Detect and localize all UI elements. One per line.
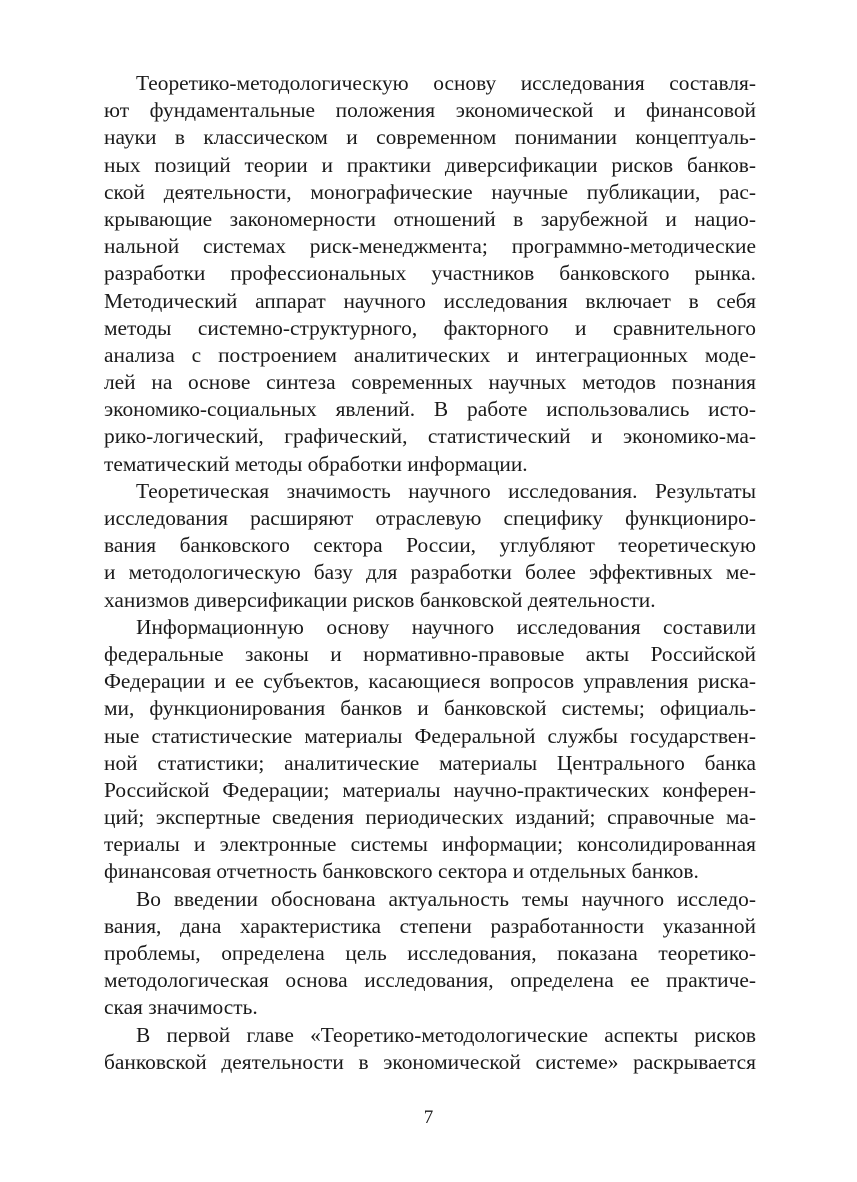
- paragraph: [104, 478, 756, 614]
- text-line: науки в классическом и современном понимании концептуаль-: [104, 125, 756, 150]
- paragraph: [104, 614, 756, 886]
- text-line: вания банковского сектора России, углубляют теоретическую: [104, 533, 756, 558]
- text-line: Российской Федерации; материалы научно-практических конферен-: [104, 777, 756, 802]
- text-line: разработки профессиональных участников банковского рынка.: [104, 261, 756, 286]
- text-line: финансовая отчетность банковского сектора и отдельных банков.: [104, 859, 699, 884]
- text-line: лей на основе синтеза современных научных методов познания: [104, 370, 756, 395]
- text-line: ций; экспертные сведения периодических изданий; справочные ма-: [104, 805, 756, 830]
- text-line: Информационную основу научного исследования составили: [136, 614, 756, 639]
- text-line: Теоретико-методологическую основу исследования составля-: [136, 71, 756, 95]
- text-line: и методологическую базу для разработки более эффективных ме-: [104, 560, 756, 585]
- text-line: проблемы, определена цель исследования, показана теоретико-: [104, 941, 756, 965]
- text-line: федеральные законы и нормативно-правовые акты Российской: [104, 641, 756, 666]
- text-line: тематический методы обработки информации.: [104, 451, 528, 476]
- paragraph: [104, 886, 756, 1022]
- text-line: Во введении обоснована актуальность темы научного исследо-: [136, 886, 756, 911]
- text-line: банковской деятельности в экономической системе» раскрывается: [104, 1049, 756, 1074]
- text-line: исследования расширяют отраслевую специфику функциониро-: [104, 506, 756, 530]
- page-number: 7: [423, 1107, 434, 1128]
- text-line: нальной системах риск-менеджмента; программно-методические: [104, 234, 756, 259]
- paragraph: [104, 70, 756, 478]
- text-line: Федерации и ее субъектов, касающиеся вопросов управления риска-: [104, 669, 756, 694]
- text-line: экономико-социальных явлений. В работе использовались исто-: [104, 397, 756, 422]
- text-line: ми, функционирования банков и банковской системы; официаль-: [104, 696, 756, 721]
- text-line: ская значимость.: [104, 995, 258, 1020]
- text-line: ской деятельности, монографические научные публикации, рас-: [104, 179, 756, 204]
- text-line: ной статистики; аналитические материалы Центрального банка: [104, 750, 756, 775]
- text-line: Теоретическая значимость научного исследования. Результаты: [136, 478, 756, 503]
- text-line: ют фундаментальные положения экономической и финансовой: [104, 98, 756, 123]
- text-line: анализа с построением аналитических и интеграционных моде-: [104, 342, 756, 367]
- body-text: [104, 70, 756, 1076]
- text-line: рико-логический, графический, статистический и экономико-ма-: [104, 424, 756, 449]
- text-line: Методический аппарат научного исследования включает в себя: [104, 288, 756, 313]
- text-line: ханизмов диверсификации рисков банковской деятельности.: [104, 587, 656, 612]
- text-line: вания, дана характеристика степени разработанности указанной: [104, 913, 756, 938]
- text-line: методологическая основа исследования, определена ее практиче-: [104, 968, 756, 993]
- text-line: ные статистические материалы Федеральной службы государствен-: [104, 723, 756, 748]
- text-line: крывающие закономерности отношений в зарубежной и нацио-: [104, 206, 756, 231]
- text-line: териалы и электронные системы информации; консолидированная: [104, 832, 756, 857]
- text-line: методы системно-структурного, факторного и сравнительного: [104, 315, 756, 340]
- text-line: ных позиций теории и практики диверсификации рисков банков-: [104, 152, 756, 177]
- text-line: В первой главе «Теоретико-методологические аспекты рисков: [136, 1022, 756, 1047]
- paragraph: [104, 1022, 756, 1076]
